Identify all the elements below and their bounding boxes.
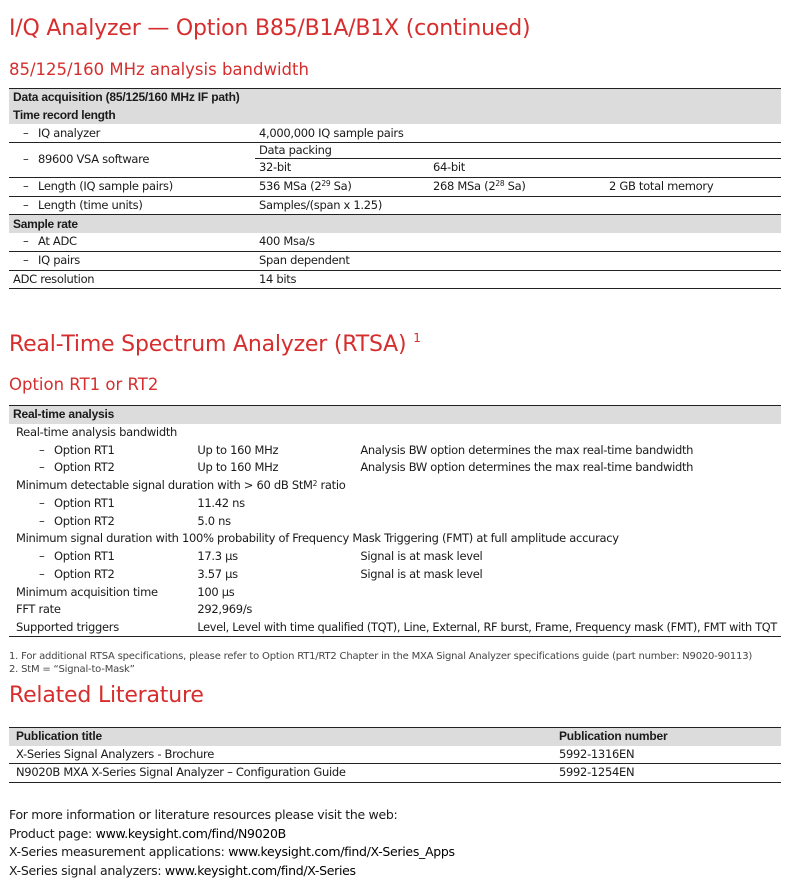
publication-number: 5992-1254EN: [555, 764, 781, 783]
row-value: 100 µs: [197, 584, 235, 599]
group-row: [9, 215, 781, 233]
group-time-record: Time record length: [9, 107, 781, 125]
length-32-value: 536 MSa (2: [259, 178, 322, 193]
rtsa-title-footnote: 1: [413, 331, 421, 345]
row-value: 14 bits: [255, 270, 781, 289]
footnote-2: 2. StM = “Signal-to-Mask”: [9, 664, 135, 675]
dash-glyph: –: [39, 513, 45, 528]
cell-32bit: 32-bit: [255, 159, 429, 178]
rtsa-table: [9, 405, 781, 637]
row-label: Option RT2: [54, 513, 115, 528]
dash-glyph: –: [39, 442, 45, 457]
row-value: 11.42 ns: [197, 496, 245, 511]
row-label: Minimum signal duration with 100% probability of Frequency Mask Triggering (FMT) at full amplitude accuracy: [16, 531, 619, 546]
literature-title: Related Literature: [9, 683, 204, 708]
table-row: [9, 746, 781, 764]
table-row: [9, 124, 781, 142]
row-label: Option RT1: [54, 442, 115, 457]
row-label: Supported triggers: [9, 619, 193, 637]
publication-number: 5992-1316EN: [555, 746, 781, 764]
table-header: Data acquisition (85/125/160 MHz IF path): [9, 89, 781, 107]
rtsa-title-text: Real-Time Spectrum Analyzer (RTSA): [9, 332, 407, 357]
table-header: Real-time analysis: [9, 406, 781, 424]
row-label: At ADC: [38, 234, 77, 249]
column-header-title: Publication title: [9, 728, 555, 746]
row-value: 17.3 µs: [197, 549, 238, 564]
length-32-unit: Sa): [330, 178, 352, 193]
dash-glyph: –: [23, 234, 29, 249]
dash-glyph: –: [23, 152, 29, 167]
row-note: Signal is at mask level: [360, 566, 483, 581]
footnote-marker: 2: [312, 478, 318, 488]
group-sample-rate: Sample rate: [9, 215, 781, 233]
table-row: [9, 601, 781, 619]
row-label-tail: ratio: [317, 477, 346, 492]
section-subtitle: 85/125/160 MHz analysis bandwidth: [9, 60, 309, 79]
row-value: 400 Msa/s: [255, 233, 781, 251]
row-label: ADC resolution: [9, 270, 255, 289]
footnote-1: 1. For additional RTSA specifications, please refer to Option RT1/RT2 Chapter in the MXA Signal Analyzer specifications guide (part number: N9020-90113): [9, 651, 753, 662]
product-page-label: Product page:: [9, 825, 96, 841]
row-value: 292,969/s: [197, 602, 253, 617]
row-label: IQ analyzer: [38, 125, 101, 140]
data-packing-label: Data packing: [255, 143, 781, 159]
row-note: Analysis BW option determines the max real-time bandwidth: [360, 460, 694, 475]
row-label: 89600 VSA software: [38, 152, 150, 167]
row-value: 4,000,000 IQ sample pairs: [255, 124, 781, 142]
table-row: [9, 177, 781, 196]
memory-value: 2 GB total memory: [605, 177, 781, 196]
table-row: [9, 251, 781, 270]
row-label: Option RT2: [54, 566, 115, 581]
group-row: [9, 107, 781, 125]
rtsa-subtitle: Option RT1 or RT2: [9, 375, 159, 394]
row-value: Samples/(span x 1.25): [255, 196, 781, 215]
length-64-exponent: 28: [495, 178, 505, 188]
row-value: Level, Level with time qualified (TQT), Line, External, RF burst, Frame, Frequency mask (FMT), FMT with TQT: [193, 619, 781, 637]
row-value: Up to 160 MHz: [197, 442, 279, 457]
iq-acquisition-table: [9, 88, 781, 289]
publication-title: X-Series Signal Analyzers - Brochure: [9, 746, 555, 764]
row-label: Minimum acquisition time: [16, 584, 158, 599]
table-row: [9, 764, 781, 783]
analyzers-link[interactable]: www.keysight.com/find/X-Series: [164, 862, 356, 878]
footer-intro: For more information or literature resources please visit the web:: [9, 807, 398, 822]
dash-glyph: –: [39, 549, 45, 564]
length-64-value: 268 MSa (2: [433, 178, 496, 193]
length-64-unit: Sa): [504, 178, 526, 193]
row-label: Real-time analysis bandwidth: [16, 425, 178, 440]
row-label: Length (IQ sample pairs): [38, 179, 173, 194]
table-row: [9, 196, 781, 215]
dash-glyph: –: [23, 125, 29, 140]
dash-glyph: –: [39, 460, 45, 475]
table-row: [9, 619, 781, 637]
row-label: Option RT2: [54, 460, 115, 475]
row-value: Up to 160 MHz: [197, 460, 279, 475]
table-row: [9, 566, 781, 584]
row-label: Option RT1: [54, 496, 115, 511]
table-row: [9, 441, 781, 459]
publication-title: N9020B MXA X-Series Signal Analyzer – Configuration Guide: [9, 764, 555, 783]
table-header-row: [9, 89, 781, 107]
dash-glyph: –: [23, 179, 29, 194]
row-value: Span dependent: [255, 251, 781, 270]
table-row: [9, 233, 781, 251]
row-label: Option RT1: [54, 549, 115, 564]
table-row: [9, 548, 781, 566]
table-row: [9, 143, 781, 159]
table-row: [9, 477, 781, 495]
row-label: Length (time units): [38, 198, 143, 213]
rtsa-title: [9, 332, 421, 357]
length-32-exponent: 29: [321, 178, 331, 188]
apps-label: X-Series measurement applications:: [9, 844, 229, 859]
table-header-row: [9, 406, 781, 424]
analyzers-label: X-Series signal analyzers:: [9, 862, 165, 878]
footnotes: [9, 650, 752, 676]
row-label: Minimum detectable signal duration with > 60 dB StM: [16, 477, 313, 492]
row-value: 5.0 ns: [197, 513, 231, 528]
table-row: [9, 270, 781, 289]
table-header-row: [9, 728, 781, 746]
footer: [9, 806, 455, 880]
cell-64bit: 64-bit: [429, 159, 781, 178]
row-note: Signal is at mask level: [360, 549, 483, 564]
table-row: [9, 512, 781, 530]
table-row: [9, 583, 781, 601]
row-value: 3.57 µs: [197, 566, 238, 581]
column-header-number: Publication number: [555, 728, 781, 746]
apps-link[interactable]: www.keysight.com/find/X-Series_Apps: [228, 844, 455, 859]
table-row: [9, 495, 781, 513]
dash-glyph: –: [23, 253, 29, 268]
table-row: [9, 424, 781, 442]
product-page-link[interactable]: www.keysight.com/find/N9020B: [95, 825, 286, 841]
dash-glyph: –: [39, 496, 45, 511]
literature-table: [9, 727, 781, 783]
dash-glyph: –: [39, 566, 45, 581]
table-row: [9, 459, 781, 477]
row-label: IQ pairs: [38, 253, 80, 268]
row-note: Analysis BW option determines the max real-time bandwidth: [360, 442, 694, 457]
table-row: [9, 530, 781, 548]
row-label: FFT rate: [16, 602, 61, 617]
page-title: I/Q Analyzer — Option B85/B1A/B1X (continued): [9, 16, 531, 41]
dash-glyph: –: [23, 198, 29, 213]
